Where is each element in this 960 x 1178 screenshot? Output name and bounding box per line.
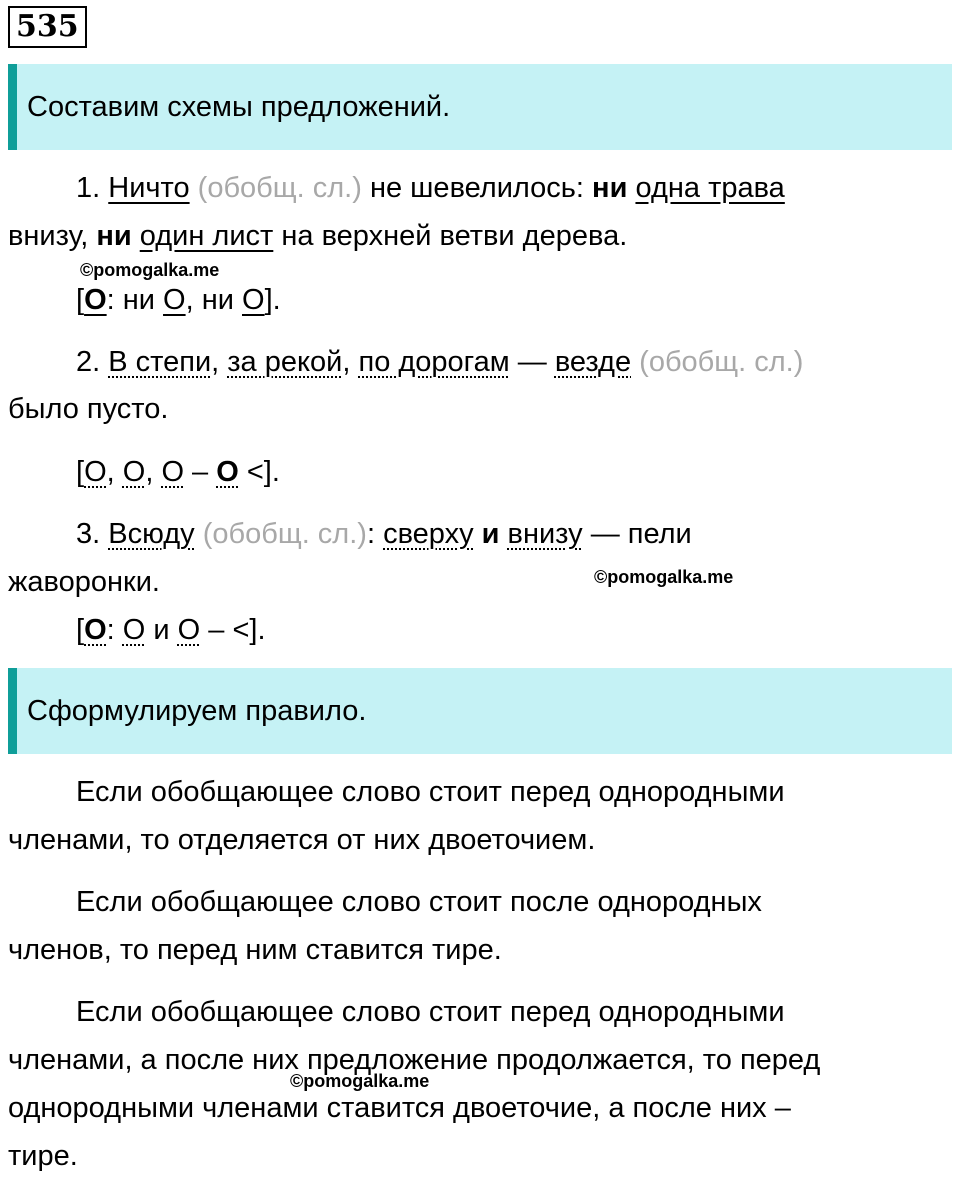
- subject-word: Ничто: [108, 172, 190, 204]
- sentence-number: 1.: [76, 172, 101, 204]
- sentence-3-line-1: [76, 518, 692, 551]
- generalizing-note: (обобщ. сл.): [639, 346, 804, 378]
- bracket: [: [76, 614, 85, 646]
- plain-text: на верхней ветви дерева.: [281, 220, 628, 252]
- plain-text: — пели: [590, 518, 692, 550]
- rule-3-line-3: однородными членами ставится двоеточие, а после них –: [8, 1092, 791, 1124]
- dash: –: [184, 456, 217, 488]
- adverbial: внизу: [507, 518, 583, 550]
- scheme-member: О: [161, 456, 184, 488]
- colon: :: [106, 614, 115, 646]
- conjunction: и: [481, 518, 500, 550]
- scheme-member: О: [242, 284, 265, 316]
- adverbial: сверху: [383, 518, 474, 550]
- scheme-member: О: [122, 456, 146, 488]
- sentence-1-line-1: [76, 172, 785, 205]
- bracket: – <].: [200, 614, 266, 646]
- dash: —: [517, 346, 547, 378]
- bracket: <].: [238, 456, 280, 488]
- subject-phrase: одна трава: [635, 172, 785, 204]
- generalizing-word: везде: [554, 346, 632, 378]
- scheme-text: , ни: [185, 284, 234, 316]
- rule-1-line-2: членами, то отделяется от них двоеточием.: [8, 824, 596, 856]
- bracket: [: [76, 284, 85, 316]
- adverbial: В степи: [108, 346, 212, 378]
- comma: ,: [106, 456, 115, 488]
- comma: ,: [145, 456, 154, 488]
- generalizing-word: Всюду: [108, 518, 195, 550]
- comma: ,: [342, 346, 351, 378]
- exercise-number: 535: [8, 6, 87, 48]
- sentence-2-line-1: [76, 346, 803, 379]
- bracket: ].: [264, 284, 281, 316]
- rule-1-line-1: Если обобщающее слово стоит перед однородными: [76, 776, 785, 808]
- scheme-generalizing: О: [84, 284, 107, 316]
- rule-3-line-4: тире.: [8, 1140, 78, 1172]
- conjunction: и: [153, 614, 170, 646]
- generalizing-note: (обобщ. сл.): [202, 518, 367, 550]
- scheme-generalizing: О: [84, 614, 107, 646]
- scheme-2: [76, 456, 280, 489]
- section-banner-rule: [8, 668, 952, 754]
- rule-3-line-1: Если обобщающее слово стоит перед однородными: [76, 996, 785, 1028]
- rule-2-line-1: Если обобщающее слово стоит после однородных: [76, 886, 762, 918]
- plain-text: жаворонки.: [8, 566, 160, 598]
- scheme-member: О: [122, 614, 146, 646]
- sentence-1-line-2: [8, 220, 627, 253]
- generalizing-note: (обобщ. сл.): [197, 172, 362, 204]
- adverbial: по дорогам: [358, 346, 510, 378]
- rule-3-line-2: членами, а после них предложение продолжается, то перед: [8, 1044, 821, 1076]
- particle: ни: [96, 220, 132, 252]
- scheme-member: О: [84, 456, 107, 488]
- plain-text: было пусто.: [8, 393, 169, 425]
- adverbial: за рекой: [227, 346, 343, 378]
- banner-title: Составим схемы предложений.: [27, 90, 451, 123]
- sentence-number: 3.: [76, 518, 101, 550]
- banner-title: Сформулируем правило.: [27, 694, 367, 727]
- plain-text: не шевелилось:: [369, 172, 584, 204]
- section-banner-schemes: [8, 64, 952, 150]
- sentence-3-line-2: [8, 566, 160, 599]
- plain-text: внизу,: [8, 220, 89, 252]
- scheme-member: О: [177, 614, 201, 646]
- rule-2-line-2: членов, то перед ним ставится тире.: [8, 934, 502, 966]
- scheme-text: : ни: [106, 284, 155, 316]
- watermark: ©pomogalka.me: [290, 1071, 430, 1091]
- sentence-number: 2.: [76, 346, 101, 378]
- comma: ,: [211, 346, 220, 378]
- colon: :: [366, 518, 376, 550]
- bracket: [: [76, 456, 85, 488]
- watermark: ©pomogalka.me: [80, 260, 220, 280]
- scheme-generalizing: О: [216, 456, 239, 488]
- scheme-1: [76, 284, 281, 317]
- scheme-member: О: [163, 284, 186, 316]
- sentence-2-line-2: [8, 393, 168, 426]
- subject-phrase: один лист: [139, 220, 274, 252]
- watermark: ©pomogalka.me: [594, 567, 734, 587]
- particle: ни: [592, 172, 628, 204]
- scheme-3: [76, 614, 266, 647]
